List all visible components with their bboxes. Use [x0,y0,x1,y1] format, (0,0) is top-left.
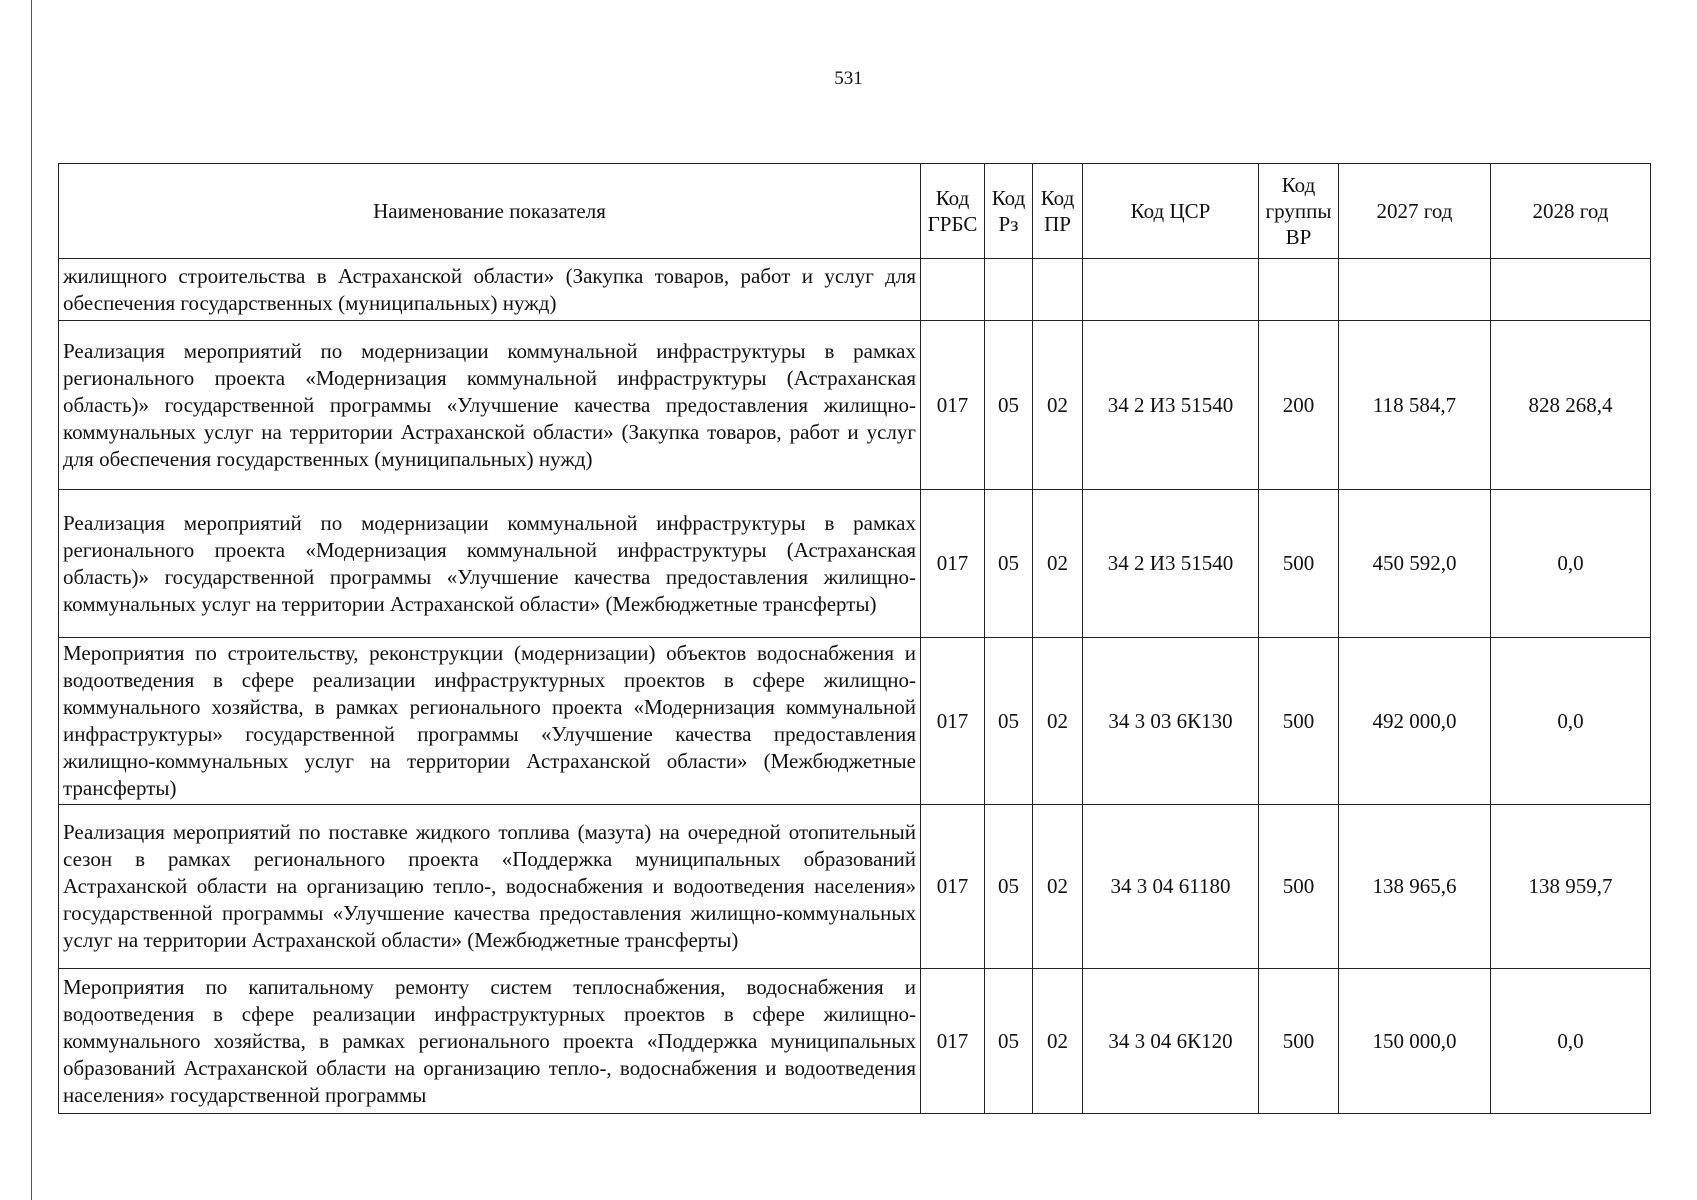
table-header-row [59,164,1651,259]
cell-name: Реализация мероприятий по модернизации коммунальной инфраструктуры в рамках регионального проекта «Модернизация коммунальной инфраструктуры (Астраханская область)» государственной программы «Улучшение качества предоставления жилищно-коммунальных услуг на территории Астраханской области» (Межбюджетные трансферты) [59,490,921,638]
cell-2027: 492 000,0 [1339,638,1491,805]
cell-grbs: 017 [921,805,985,969]
cell-pr: 02 [1033,321,1083,490]
cell-pr: 02 [1033,969,1083,1114]
cell-csr: 34 2 И3 51540 [1083,321,1259,490]
cell-2027: 150 000,0 [1339,969,1491,1114]
header-vr: Код группы ВР [1259,164,1339,259]
cell-csr: 34 3 04 6К120 [1083,969,1259,1114]
table-row [59,805,1651,969]
cell-grbs [921,259,985,321]
cell-grbs: 017 [921,638,985,805]
cell-grbs: 017 [921,969,985,1114]
cell-vr: 500 [1259,805,1339,969]
cell-csr: 34 3 04 61180 [1083,805,1259,969]
cell-csr [1083,259,1259,321]
cell-rz: 05 [985,969,1033,1114]
cell-grbs: 017 [921,321,985,490]
header-2028: 2028 год [1491,164,1651,259]
table-row [59,321,1651,490]
cell-vr: 500 [1259,638,1339,805]
cell-csr: 34 3 03 6К130 [1083,638,1259,805]
budget-table [58,163,1651,1114]
cell-pr: 02 [1033,638,1083,805]
cell-rz: 05 [985,805,1033,969]
table-row [59,969,1651,1114]
header-2027: 2027 год [1339,164,1491,259]
cell-2028: 0,0 [1491,638,1651,805]
page-number: 531 [834,68,863,89]
cell-name: Мероприятия по строительству, реконструкции (модернизации) объектов водоснабжения и водоотведения в сфере реализации инфраструктурных проектов в сфере жилищно-коммунального хозяйства, в рамках регионального проекта «Модернизация коммунальной инфраструктуры» государственной программы «Улучшение качества предоставления жилищно-коммунальных услуг на территории Астраханской области» (Межбюджетные трансферты) [59,638,921,805]
cell-vr [1259,259,1339,321]
cell-2028: 828 268,4 [1491,321,1651,490]
cell-2028: 138 959,7 [1491,805,1651,969]
table-row [59,259,1651,321]
cell-name: Мероприятия по капитальному ремонту систем теплоснабжения, водоснабжения и водоотведения в сфере реализации инфраструктурных проектов в сфере жилищно-коммунального хозяйства, в рамках регионального проекта «Поддержка муниципальных образований Астраханской области на организацию тепло-, водоснабжения и водоотведения населения» государственной программы [59,969,921,1114]
header-rz: Код Рз [985,164,1033,259]
header-csr: Код ЦСР [1083,164,1259,259]
cell-pr: 02 [1033,805,1083,969]
cell-2027: 138 965,6 [1339,805,1491,969]
cell-rz: 05 [985,321,1033,490]
cell-rz: 05 [985,638,1033,805]
cell-vr: 500 [1259,969,1339,1114]
cell-2028: 0,0 [1491,969,1651,1114]
cell-2027: 450 592,0 [1339,490,1491,638]
cell-pr [1033,259,1083,321]
cell-2028: 0,0 [1491,490,1651,638]
table-row [59,638,1651,805]
cell-csr: 34 2 И3 51540 [1083,490,1259,638]
cell-2028 [1491,259,1651,321]
cell-name: Реализация мероприятий по поставке жидкого топлива (мазута) на очередной отопительный сезон в рамках регионального проекта «Поддержка муниципальных образований Астраханской области на организацию тепло-, водоснабжения и водоотведения населения» государственной программы «Улучшение качества предоставления жилищно-коммунальных услуг на территории Астраханской области» (Межбюджетные трансферты) [59,805,921,969]
page-margin-line [31,0,32,1200]
cell-name: Реализация мероприятий по модернизации коммунальной инфраструктуры в рамках регионального проекта «Модернизация коммунальной инфраструктуры (Астраханская область)» государственной программы «Улучшение качества предоставления жилищно-коммунальных услуг на территории Астраханской области» (Закупка товаров, работ и услуг для обеспечения государственных (муниципальных) нужд) [59,321,921,490]
cell-grbs: 017 [921,490,985,638]
header-pr: Код ПР [1033,164,1083,259]
table-row [59,490,1651,638]
cell-vr: 200 [1259,321,1339,490]
header-name: Наименование показателя [59,164,921,259]
cell-rz [985,259,1033,321]
cell-rz: 05 [985,490,1033,638]
cell-name: жилищного строительства в Астраханской области» (Закупка товаров, работ и услуг для обеспечения государственных (муниципальных) нужд) [59,259,921,321]
cell-pr: 02 [1033,490,1083,638]
cell-2027: 118 584,7 [1339,321,1491,490]
header-grbs: Код ГРБС [921,164,985,259]
cell-vr: 500 [1259,490,1339,638]
cell-2027 [1339,259,1491,321]
